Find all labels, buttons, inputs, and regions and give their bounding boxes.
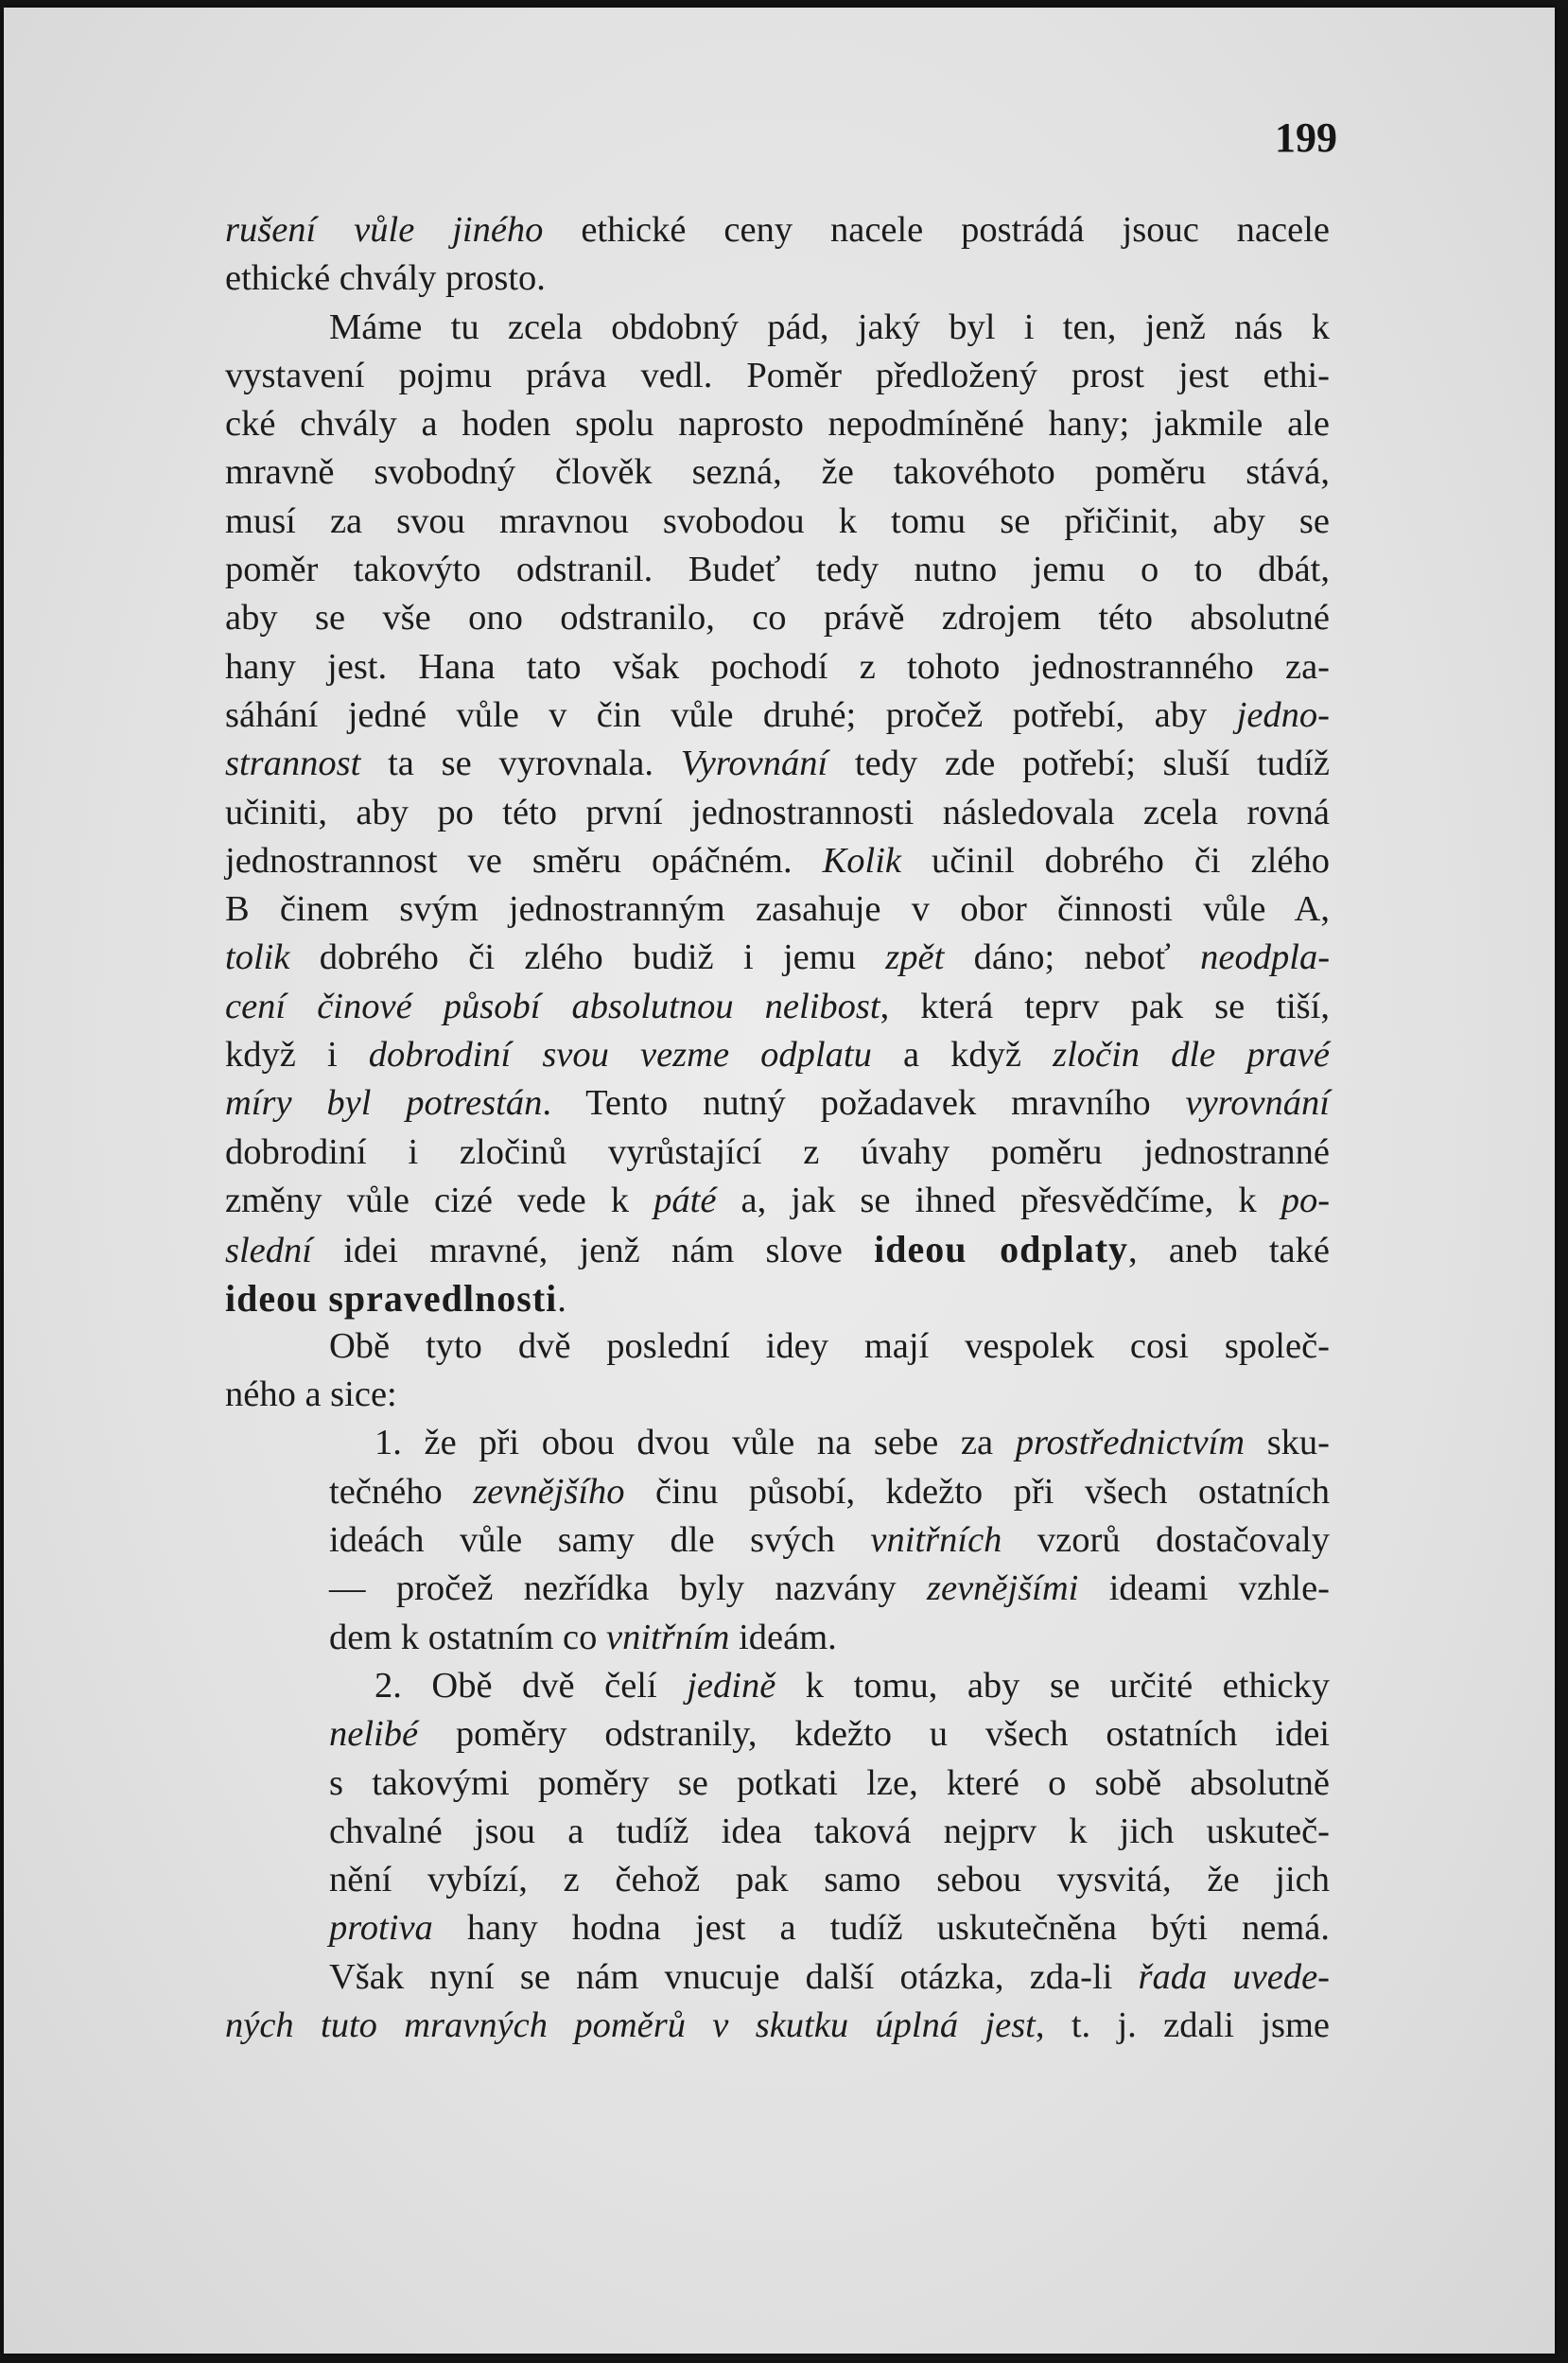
text-segment: dáno; neboť xyxy=(944,937,1201,978)
text-line xyxy=(225,1274,1330,1322)
text-line xyxy=(225,1371,1330,1419)
italic-text: prostřednictvím xyxy=(1015,1423,1246,1463)
italic-text: jedině xyxy=(687,1665,776,1706)
text-segment: ideám. xyxy=(729,1617,837,1657)
text-line xyxy=(225,352,1330,400)
text-segment: B činem svým jednostranným zasahuje v obor činnosti vůle A, xyxy=(225,889,1330,930)
text-segment: aby se vše ono odstranilo, co právě zdrojem této absolutné xyxy=(225,598,1330,639)
text-line xyxy=(225,643,1330,691)
text-segment: ného a sice: xyxy=(225,1374,397,1415)
italic-text: cení činové působí absolutnou nelibost xyxy=(225,986,880,1026)
italic-text: jedno- xyxy=(1236,694,1330,735)
italic-text: zpět xyxy=(885,937,945,978)
text-line xyxy=(225,740,1330,788)
text-line xyxy=(225,2002,1330,2050)
text-segment: 2. Obě dvě čelí xyxy=(375,1665,688,1706)
text-segment: dobrodiní i zločinů vyrůstající z úvahy poměru jednostranné xyxy=(225,1131,1330,1172)
text-line xyxy=(225,400,1330,448)
text-line xyxy=(225,498,1330,546)
text-line xyxy=(225,1904,1330,1952)
text-line xyxy=(225,1177,1330,1225)
text-segment: tečného xyxy=(329,1471,474,1512)
text-line xyxy=(225,1322,1330,1371)
text-segment: ideách vůle samy dle svých xyxy=(329,1520,871,1561)
text-segment: sáhání jedné vůle v čin vůle druhé; pročež potřebí, aby xyxy=(225,694,1237,735)
italic-text: nelibé xyxy=(329,1714,419,1755)
text-segment: dem k ostatním co xyxy=(329,1617,606,1657)
text-line xyxy=(225,1468,1330,1516)
page-number: 199 xyxy=(1275,114,1337,161)
text-segment: hany hodna jest a tudíž uskutečněna býti nemá. xyxy=(432,1908,1330,1949)
text-segment: dobrého či zlého budiž i jemu xyxy=(289,937,886,978)
italic-text: míry byl potrestán xyxy=(225,1083,543,1124)
text-line xyxy=(225,1516,1330,1565)
text-line xyxy=(225,1225,1330,1273)
text-segment: cké chvály a hoden spolu naprosto nepodmíněné hany; jakmile ale xyxy=(225,404,1330,445)
text-line xyxy=(225,1079,1330,1128)
italic-text: strannost xyxy=(225,744,361,784)
text-segment: a když xyxy=(871,1035,1054,1076)
italic-text: zločin dle pravé xyxy=(1053,1035,1330,1076)
text-line xyxy=(225,1031,1330,1079)
text-segment: idei mravné, jenž nám slove xyxy=(311,1231,875,1271)
text-line xyxy=(225,1710,1330,1759)
text-segment: ideami vzhle- xyxy=(1078,1568,1330,1609)
text-segment: vzorů dostačovaly xyxy=(1002,1520,1330,1561)
italic-text: Kolik xyxy=(822,840,901,881)
text-segment: ethické ceny nacele postrádá jsouc nacele xyxy=(543,210,1330,250)
text-segment: , aneb také xyxy=(1128,1231,1330,1271)
italic-text: zevnějšího xyxy=(473,1471,625,1512)
emphasized-text: ideou spravedlnosti xyxy=(225,1276,558,1320)
text-segment: činu působí, kdežto při všech ostatních xyxy=(624,1471,1330,1512)
text-segment: Máme tu zcela obdobný pád, jaký byl i ten, jenž nás k xyxy=(329,306,1330,347)
text-segment: , která teprv pak se tiší, xyxy=(880,986,1330,1026)
text-segment: a, jak se ihned přesvědčíme, k xyxy=(716,1180,1281,1220)
text-segment: ethické chvály prosto. xyxy=(225,258,546,299)
body-text xyxy=(225,206,1330,2050)
text-line xyxy=(225,1856,1330,1904)
text-line xyxy=(225,691,1330,740)
text-segment: vystavení pojmu práva vedl. Poměr předložený prost jest ethi- xyxy=(225,355,1330,395)
italic-text: řada uvede- xyxy=(1138,1956,1330,1997)
italic-text: vnitřních xyxy=(870,1520,1002,1561)
text-segment: hany jest. Hana tato však pochodí z tohoto jednostranného za- xyxy=(225,646,1330,687)
text-segment: — pročež nezřídka byly nazvány xyxy=(329,1568,927,1609)
text-segment: 1. že při obou dvou vůle na sebe za xyxy=(375,1423,1016,1463)
text-line xyxy=(225,934,1330,982)
text-line xyxy=(225,1419,1330,1467)
italic-text: neodpla- xyxy=(1200,937,1331,978)
text-line xyxy=(225,1614,1330,1662)
emphasized-text: ideou odplaty xyxy=(874,1228,1129,1271)
italic-text: po- xyxy=(1281,1180,1331,1220)
italic-text: vnitřním xyxy=(605,1617,730,1657)
text-segment: Obě tyto dvě poslední idey mají vespolek cosi společ- xyxy=(329,1325,1330,1366)
text-segment: ta se vyrovnala. xyxy=(360,744,681,784)
italic-text: vyrovnání xyxy=(1185,1083,1330,1124)
text-segment: musí za svou mravnou svobodou k tomu se přičinit, aby se xyxy=(225,500,1330,541)
text-line xyxy=(225,1953,1330,2002)
text-segment: jednostrannost ve směru opáčném. xyxy=(225,840,823,881)
text-line xyxy=(225,1129,1330,1177)
italic-text: rušení vůle jiného xyxy=(225,210,544,250)
italic-text: protiva xyxy=(329,1908,433,1949)
italic-text: slední xyxy=(225,1231,312,1271)
text-segment: Však nyní se nám vnucuje další otázka, zda-li xyxy=(329,1956,1139,1997)
text-segment: mravně svobodný člověk sezná, že takovéhoto poměru stává, xyxy=(225,452,1330,493)
text-line xyxy=(225,1759,1330,1808)
text-line xyxy=(225,1565,1330,1613)
text-segment: když i xyxy=(225,1035,369,1076)
italic-text: ných tuto mravných poměrů v skutku úplná jest xyxy=(225,2004,1036,2045)
text-line xyxy=(225,254,1330,303)
text-segment: sku- xyxy=(1245,1423,1330,1463)
text-line xyxy=(225,448,1330,497)
text-line xyxy=(225,546,1330,594)
text-segment: nění vybízí, z čehož pak samo sebou vysvitá, že jich xyxy=(329,1860,1330,1900)
text-line xyxy=(225,983,1330,1031)
text-line xyxy=(225,837,1330,885)
text-segment: tedy zde potřebí; sluší tudíž xyxy=(828,744,1330,784)
italic-text: páté xyxy=(653,1180,717,1220)
text-segment: učiniti, aby po této první jednostrannosti následovala zcela rovná xyxy=(225,792,1330,832)
text-segment: chvalné jsou a tudíž idea taková nejprv k jich uskuteč- xyxy=(329,1811,1330,1851)
italic-text: zevnějšími xyxy=(927,1568,1079,1609)
text-segment: , t. j. zdali jsme xyxy=(1035,2004,1330,2045)
italic-text: Vyrovnání xyxy=(680,744,828,784)
text-line xyxy=(225,1808,1330,1856)
text-segment: poměry odstranily, kdežto u všech ostatních idei xyxy=(418,1714,1330,1755)
text-segment: učinil dobrého či zlého xyxy=(901,840,1330,881)
italic-text: dobrodiní svou vezme odplatu xyxy=(368,1035,872,1076)
text-segment: změny vůle cizé vede k xyxy=(225,1180,654,1220)
text-line xyxy=(225,594,1330,642)
text-segment: k tomu, aby se určité ethicky xyxy=(775,1665,1330,1706)
italic-text: tolik xyxy=(225,937,290,978)
text-segment: . xyxy=(557,1279,566,1320)
text-segment: s takovými poměry se potkati lze, které o sobě absolutně xyxy=(329,1762,1330,1803)
text-line xyxy=(225,1662,1330,1710)
book-page xyxy=(4,8,1555,2354)
text-segment: . Tento nutný požadavek mravního xyxy=(542,1083,1186,1124)
text-line xyxy=(225,206,1330,254)
text-line xyxy=(225,789,1330,837)
text-segment: poměr takovýto odstranil. Budeť tedy nutno jemu o to dbát, xyxy=(225,550,1330,590)
text-line xyxy=(225,885,1330,934)
text-line xyxy=(225,304,1330,352)
